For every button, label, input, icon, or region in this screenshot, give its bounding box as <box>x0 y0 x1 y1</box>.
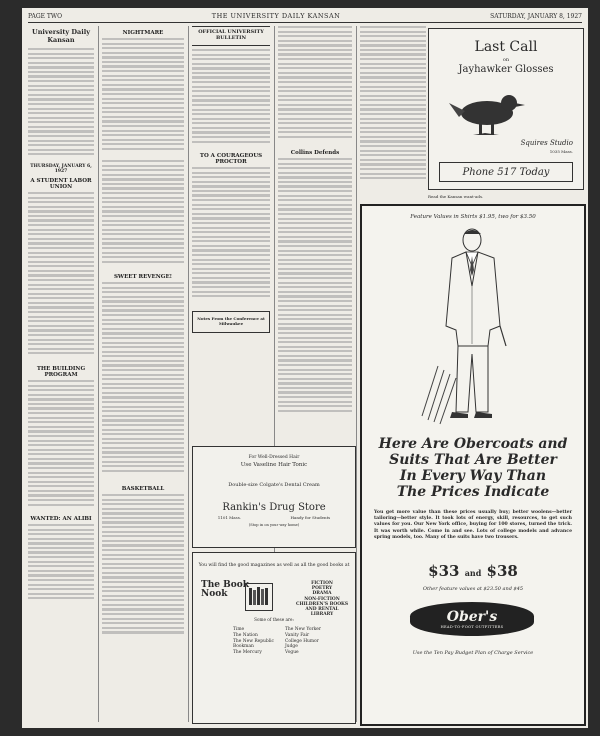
bookshelf-icon <box>245 583 273 611</box>
rankins-line1: For Well-Dressed Hair <box>248 455 300 460</box>
newspaper-title: THE UNIVERSITY DAILY KANSAN <box>211 12 341 20</box>
obers-ad <box>360 204 586 726</box>
notes-box: Notes From the Conference at Milwaukee <box>192 311 270 333</box>
studio-address: 1035 Mass. <box>549 149 573 154</box>
jayhawker-ad <box>428 28 584 190</box>
obers-body: You get more value than these prices usually buy; better woolens—better tailoring—better style. It took lots of energy, skill, resources, to get such values for you. Our New York office, buying for 100 stores, turned the trick. It was worth while. Come in and see. Lots of college models and advance spring models, too. Many of the suits have two trousers. <box>374 510 572 540</box>
headline-building-program: THE BUILDING PROGRAM <box>36 366 86 378</box>
phone-box: Phone 517 Today <box>439 162 573 182</box>
masthead: University Daily Kansan <box>32 28 90 44</box>
rankins-ad <box>192 446 356 548</box>
shadow-hatching <box>418 356 468 426</box>
feature-values: Feature Values in Shirts $1.95, two for $3.50 <box>410 214 536 220</box>
rankins-name: Rankin's Drug Store <box>222 502 326 513</box>
rankins-line2: Use Vaseline Hair Tonic <box>240 462 308 468</box>
obers-footer: Use the Ten Pay Budget Plan of Charge Service <box>412 650 534 656</box>
magazines-left: Time The Nation The New Republic Bookman The Mercury <box>233 627 274 656</box>
obers-logo: Ober's HEAD-TO-FOOT OUTFITTERS <box>410 602 534 636</box>
rankins-tagline: Handy for Students <box>290 515 331 520</box>
book-nook-ad <box>192 552 356 724</box>
dateline: THURSDAY, JANUARY 6, 1927 <box>30 164 92 174</box>
last-call: Last Call <box>474 39 538 55</box>
other-values: Other feature values at $23.50 and $45 <box>422 586 524 592</box>
headline-student-labor: A STUDENT LABOR UNION <box>30 178 92 190</box>
newspaper-page <box>22 8 588 728</box>
rankins-address: 1101 Mass. <box>217 515 242 520</box>
rankins-line3: Double-size Colgate's Dental Cream <box>228 482 320 488</box>
bulletin-header: OFFICIAL UNIVERSITY BULLETIN <box>192 26 270 46</box>
magazines-right: The New Yorker Vanity Fair College Humor Judge Vogue <box>285 627 321 656</box>
studio-name: Squires Studio <box>520 139 573 147</box>
editorial-column <box>28 26 94 722</box>
book-nook-logo: The Book Nook <box>201 580 249 599</box>
headline-wanted-alibi: WANTED: AN ALIBI <box>30 516 92 522</box>
jayhawker-glosses: Jayhawker Glosses <box>458 64 554 75</box>
issue-date: SATURDAY, JANUARY 8, 1927 <box>490 12 582 20</box>
rankins-footer: (Stop in on your way home) <box>248 523 300 527</box>
headline-basketball: BASKETBALL <box>121 486 165 492</box>
jayhawk-bird-icon <box>447 89 527 139</box>
obers-prices: $33 and $38 <box>428 562 518 580</box>
headline-collins-defends: Collins Defends <box>290 150 340 156</box>
book-nook-categories: FICTION POETRY DRAMA NON-FICTION CHILDREN'S BOOKS AND RENTAL LIBRARY <box>295 581 349 618</box>
obers-headline: Here Are Obercoats and Suits That Are Better In Every Way Than The Prices Indicate <box>378 436 568 500</box>
page-header <box>28 10 582 23</box>
on-label: on <box>502 57 510 63</box>
read-kansan: Read the Kansan want-ads. <box>428 194 484 199</box>
staff-box <box>28 48 94 160</box>
headline-proctor-basketball: TO A COURAGEOUS PROCTOR <box>199 153 263 165</box>
poetry-column <box>102 26 184 722</box>
magazines-heading: Some of these are: <box>254 617 294 622</box>
headline-nightmare: NIGHTMARE <box>122 30 164 36</box>
page-number: PAGE TWO <box>28 12 62 20</box>
book-nook-intro: You will find the good magazines as well as all the good books at <box>198 563 350 568</box>
headline-sweet-revenge: SWEET REVENGE! <box>113 274 173 280</box>
